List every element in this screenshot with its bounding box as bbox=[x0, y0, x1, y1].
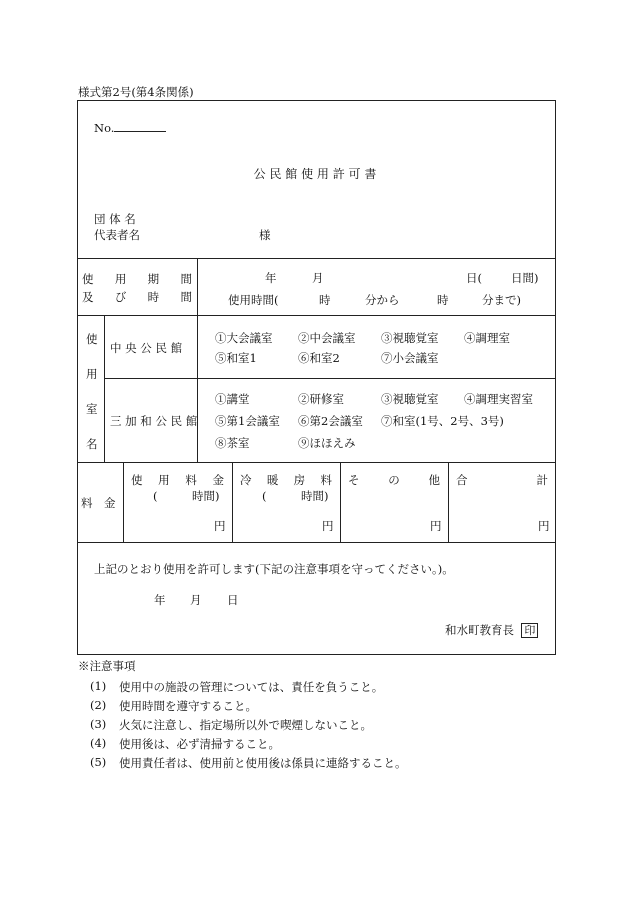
room-option[interactable]: ⑤第1会議室 bbox=[215, 414, 280, 428]
fee-label: 料 金 bbox=[81, 496, 116, 510]
room-option[interactable]: ②中会議室 bbox=[298, 331, 356, 345]
note-number: (1) bbox=[90, 679, 107, 693]
fee-column-name: そ の 他 bbox=[348, 473, 440, 487]
note-text: 火気に注意し、指定場所以外で喫煙しないこと。 bbox=[119, 718, 372, 732]
fee-column-name: 合 計 bbox=[456, 473, 548, 487]
room-option[interactable]: ①講堂 bbox=[215, 392, 250, 406]
room-option[interactable]: ⑥第2会議室 bbox=[298, 414, 363, 428]
note-number: (2) bbox=[90, 698, 107, 712]
room-option[interactable]: ③視聴覚室 bbox=[381, 392, 439, 406]
yen-unit: 円 bbox=[538, 519, 550, 533]
group-name-label: 団 体 名 bbox=[94, 212, 136, 226]
room-option[interactable]: ⑤和室1 bbox=[215, 351, 257, 365]
room-option[interactable]: ⑦和室(1号、2号、3号) bbox=[381, 414, 504, 428]
fee-column-name: 使 用 料 金 bbox=[131, 473, 224, 487]
room-option[interactable]: ①大会議室 bbox=[215, 331, 273, 345]
note-text: 使用中の施設の管理については、責任を負うこと。 bbox=[119, 680, 384, 694]
fee-hours: ( 時間) bbox=[262, 489, 329, 503]
sama-suffix: 様 bbox=[259, 228, 271, 242]
room-option[interactable]: ②研修室 bbox=[298, 392, 344, 406]
room-option[interactable]: ④調理実習室 bbox=[464, 392, 533, 406]
room-option[interactable]: ⑨ほほえみ bbox=[298, 436, 356, 450]
note-text: 使用責任者は、使用前と使用後は係員に連絡すること。 bbox=[119, 756, 407, 770]
usage-time-label: 使用時間( bbox=[228, 293, 279, 307]
note-text: 使用後は、必ず清掃すること。 bbox=[119, 737, 280, 751]
chuo-kominkan-label: 中 央 公 民 館 bbox=[110, 341, 183, 355]
note-number: (5) bbox=[90, 755, 107, 769]
no-field[interactable]: No. bbox=[94, 121, 166, 135]
form-id: 様式第2号(第4条関係) bbox=[78, 85, 194, 99]
mitsuka-kominkan-label: 三 加 和 公 民 館 bbox=[110, 414, 198, 428]
yen-unit: 円 bbox=[214, 519, 226, 533]
room-option[interactable]: ③視聴覚室 bbox=[381, 331, 439, 345]
permit-statement: 上記のとおり使用を許可します(下記の注意事項を守ってください。)。 bbox=[94, 562, 454, 576]
room-option[interactable]: ⑦小会議室 bbox=[381, 351, 439, 365]
yen-unit: 円 bbox=[322, 519, 334, 533]
document-title: 公 民 館 使 用 許 可 書 bbox=[253, 167, 377, 181]
representative-label: 代表者名 bbox=[94, 228, 140, 242]
room-option[interactable]: ⑧茶室 bbox=[215, 436, 250, 450]
room-option[interactable]: ⑥和室2 bbox=[298, 351, 340, 365]
note-number: (4) bbox=[90, 736, 107, 750]
fee-column-name: 冷 暖 房 料 bbox=[240, 473, 332, 487]
seal-mark: 印 bbox=[521, 623, 538, 638]
issuer: 和水町教育長 印 bbox=[445, 622, 538, 638]
note-text: 使用時間を遵守すること。 bbox=[119, 699, 257, 713]
yen-unit: 円 bbox=[430, 519, 442, 533]
fee-hours: ( 時間) bbox=[153, 489, 220, 503]
note-number: (3) bbox=[90, 717, 107, 731]
notes-title: ※注意事項 bbox=[78, 659, 136, 673]
room-option[interactable]: ④調理室 bbox=[464, 331, 510, 345]
